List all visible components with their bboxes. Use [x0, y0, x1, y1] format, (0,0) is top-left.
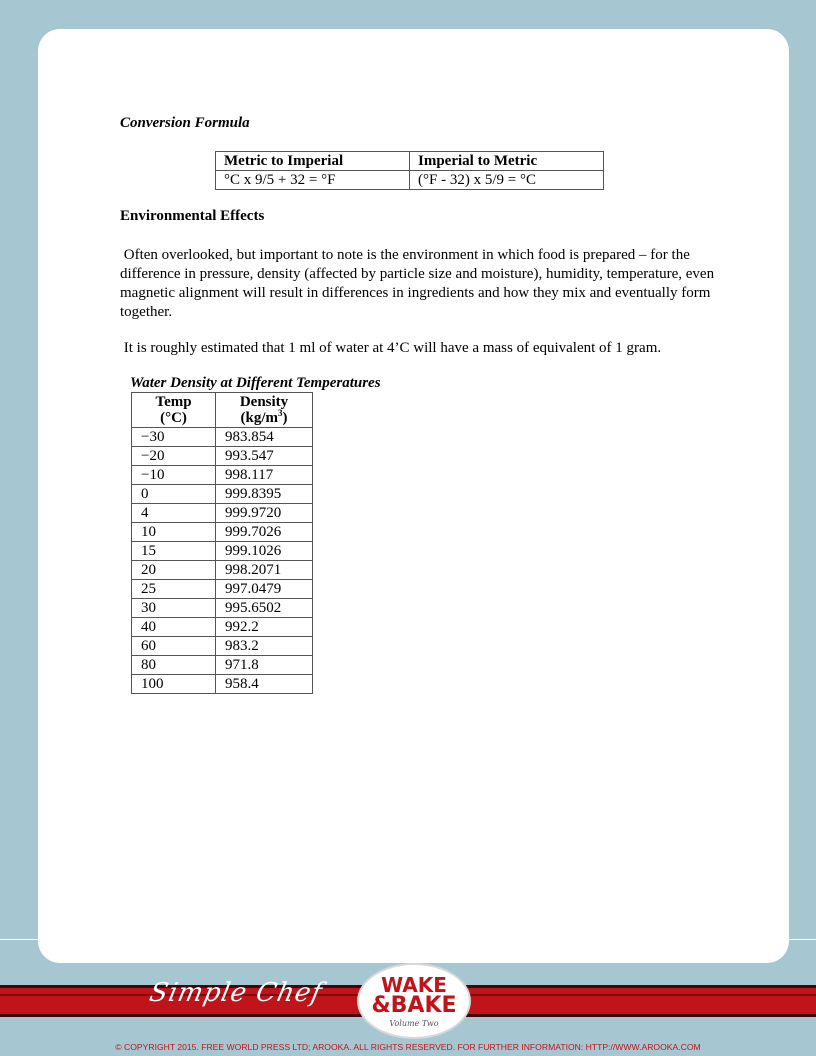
logo-bake-text: &BAKE: [371, 993, 457, 1018]
environment-paragraph: Often overlooked, but important to note is the environment in which food is prepared – for the difference in pressure, density (affected by particle size and moisture), humidity, temperature, even magnetic alignment will result in differences in ingredients and how they mix and eventually form together.: [120, 247, 718, 320]
density-row: [132, 656, 313, 675]
density-cell: 993.547: [216, 447, 313, 466]
temp-cell: 4: [132, 504, 216, 523]
formula-c-to-f: °C x 9/5 + 32 = °F: [216, 171, 410, 190]
density-cell: 958.4: [216, 675, 313, 694]
density-table-caption: Water Density at Different Temperatures: [130, 375, 381, 391]
density-row: [132, 599, 313, 618]
temp-cell: 10: [132, 523, 216, 542]
density-row: [132, 523, 313, 542]
density-header-exponent: 3: [278, 408, 283, 418]
temp-header-label: Temp: [155, 394, 192, 410]
density-row: [132, 561, 313, 580]
density-column-header: [216, 393, 313, 428]
conversion-table: [215, 151, 604, 190]
density-header-close: ): [282, 410, 288, 426]
copyright-notice: © COPYRIGHT 2015. FREE WORLD PRESS LTD; AROOKA. ALL RIGHTS RESERVED. FOR FURTHER INFORMATION: HTTP://WWW.AROOKA.COM: [115, 1042, 701, 1052]
divider-line: [0, 939, 816, 940]
density-cell: 999.7026: [216, 523, 313, 542]
density-row: [132, 447, 313, 466]
temp-cell: 0: [132, 485, 216, 504]
density-row: [132, 542, 313, 561]
density-row: [132, 580, 313, 599]
conversion-formula-row: [216, 171, 604, 190]
simple-chef-brand: Simple Chef: [146, 978, 326, 1008]
density-row: [132, 504, 313, 523]
temp-cell: 60: [132, 637, 216, 656]
density-table-body: [132, 428, 313, 694]
density-cell: 999.8395: [216, 485, 313, 504]
density-cell: 971.8: [216, 656, 313, 675]
temp-cell: −20: [132, 447, 216, 466]
density-cell: 998.2071: [216, 561, 313, 580]
formula-f-to-c: (°F - 32) x 5/9 = °C: [410, 171, 604, 190]
temp-column-header: [132, 393, 216, 428]
wake-bake-logo: [357, 963, 471, 1039]
density-cell: 992.2: [216, 618, 313, 637]
temp-cell: 25: [132, 580, 216, 599]
logo-wake-text: WAKE: [381, 973, 447, 997]
temp-cell: −10: [132, 466, 216, 485]
conversion-header-row: [216, 152, 604, 171]
conversion-heading: Conversion Formula: [120, 115, 250, 131]
temp-cell: 80: [132, 656, 216, 675]
temp-cell: 20: [132, 561, 216, 580]
density-cell: 997.0479: [216, 580, 313, 599]
density-row: [132, 428, 313, 447]
density-row: [132, 618, 313, 637]
conversion-header-imperial: Imperial to Metric: [410, 152, 604, 171]
density-header-label: Density: [239, 394, 289, 410]
density-cell: 983.854: [216, 428, 313, 447]
density-cell: 983.2: [216, 637, 313, 656]
density-row: [132, 466, 313, 485]
conversion-header-metric: Metric to Imperial: [216, 152, 410, 171]
environment-heading: Environmental Effects: [120, 208, 265, 224]
density-cell: 995.6502: [216, 599, 313, 618]
temp-cell: 40: [132, 618, 216, 637]
density-row: [132, 675, 313, 694]
temp-header-unit: (°C): [160, 410, 187, 426]
density-cell: 999.9720: [216, 504, 313, 523]
logo-volume-text: Volume Two: [389, 1019, 439, 1028]
density-cell: 999.1026: [216, 542, 313, 561]
water-mass-note: It is roughly estimated that 1 ml of water at 4’C will have a mass of equivalent of 1 gram.: [120, 340, 662, 356]
density-table: [131, 392, 313, 694]
temp-cell: 15: [132, 542, 216, 561]
temp-cell: 30: [132, 599, 216, 618]
density-header-row: [132, 393, 313, 428]
density-header-unit: (kg/m: [240, 410, 278, 426]
temp-cell: 100: [132, 675, 216, 694]
density-row: [132, 637, 313, 656]
density-cell: 998.117: [216, 466, 313, 485]
temp-cell: −30: [132, 428, 216, 447]
density-row: [132, 485, 313, 504]
